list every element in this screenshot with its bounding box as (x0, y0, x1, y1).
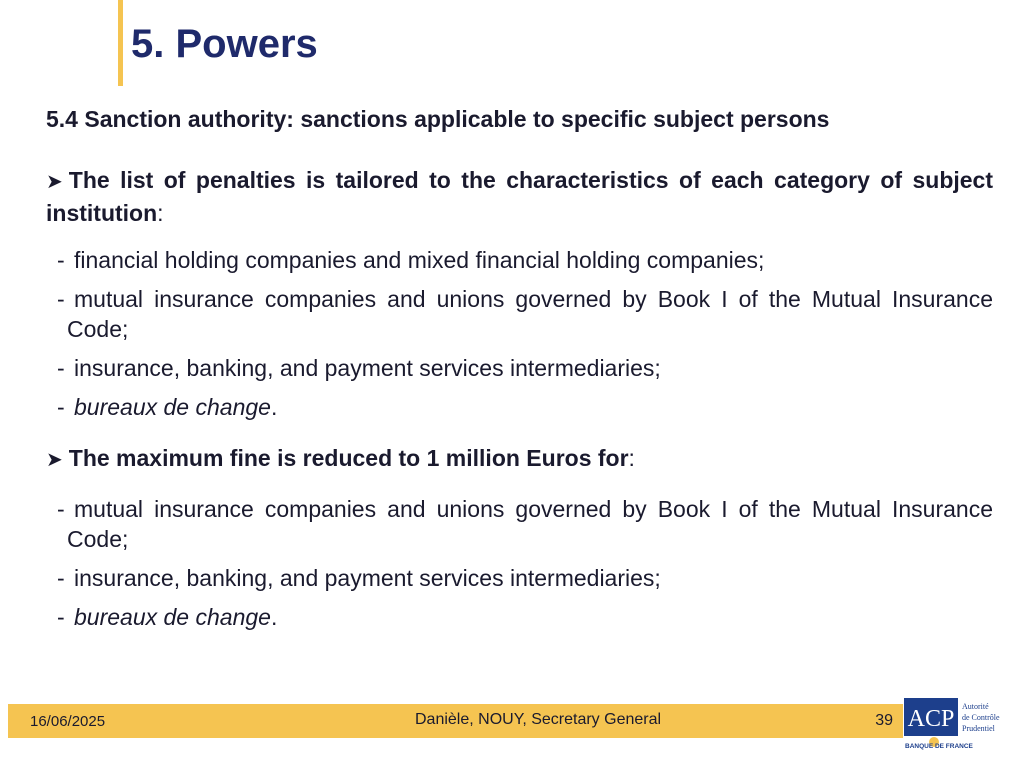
section-maximum-fine (46, 443, 993, 641)
list-item (46, 494, 993, 554)
logo-line-2: de Contrôle (962, 713, 1000, 722)
list-item (46, 245, 993, 275)
section1-heading (46, 165, 993, 229)
section2-list (46, 494, 993, 632)
acp-logo (904, 698, 1012, 750)
arrow-bullet-icon: ➤ (46, 171, 63, 193)
logo-bank-name: BANQUE DE FRANCE (905, 743, 973, 750)
list-item (46, 284, 993, 344)
list-item (46, 563, 993, 593)
dash-bullet-icon: - (57, 286, 65, 312)
list-item (46, 392, 993, 422)
logo-acronym: ACP (907, 706, 955, 732)
section1-heading-bold: The list of penalties is tailored to the characteristics of each category of subject institution (46, 167, 993, 226)
list-item-text: mutual insurance companies and unions governed by Book I of the Mutual Insurance Code; (67, 286, 993, 342)
section2-heading-bold: The maximum fine is reduced to 1 million Euros for (68, 445, 629, 471)
footer-date: 16/06/2025 (30, 713, 106, 730)
dash-bullet-icon: - (57, 496, 65, 522)
title-accent-bar (118, 0, 123, 86)
section2-heading-tail: : (628, 445, 635, 471)
list-item-text: bureaux de change (74, 604, 271, 630)
dash-bullet-icon: - (57, 604, 65, 630)
dash-bullet-icon: - (57, 394, 65, 420)
section1-heading-tail: : (157, 200, 164, 226)
page-number: 39 (875, 712, 893, 729)
list-item-tail: . (270, 604, 278, 630)
list-item-text: financial holding companies and mixed financial holding companies; (74, 247, 765, 273)
list-item (46, 353, 993, 383)
list-item-text: mutual insurance companies and unions governed by Book I of the Mutual Insurance Code; (67, 496, 993, 552)
list-item-text: insurance, banking, and payment services intermediaries; (74, 565, 661, 591)
list-item-tail: . (270, 394, 278, 420)
section2-heading (46, 443, 993, 476)
slide-title: 5. Powers (131, 22, 318, 66)
footer-bar (8, 704, 903, 738)
dash-bullet-icon: - (57, 355, 65, 381)
slide-subtitle: 5.4 Sanction authority: sanctions applicable to specific subject persons (46, 106, 830, 132)
logo-line-3: Prudentiel (962, 724, 995, 733)
dash-bullet-icon: - (57, 247, 65, 273)
list-item-text: insurance, banking, and payment services intermediaries; (74, 355, 661, 381)
section1-list (46, 245, 993, 422)
arrow-bullet-icon: ➤ (46, 449, 63, 471)
logo-line-1: Autorité (962, 702, 989, 711)
dash-bullet-icon: - (57, 565, 65, 591)
section-penalties-list (46, 165, 993, 431)
footer-author: Danièle, NOUY, Secretary General (415, 711, 662, 728)
list-item-text: bureaux de change (74, 394, 271, 420)
list-item (46, 602, 993, 632)
